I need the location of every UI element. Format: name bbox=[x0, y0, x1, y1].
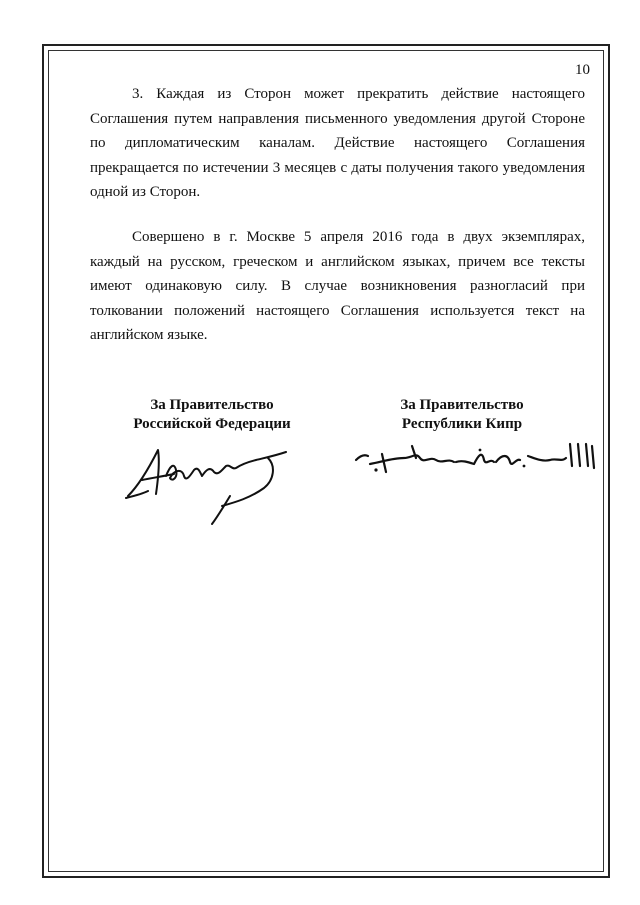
signatory-cyprus-line2: Республики Кипр bbox=[401, 416, 523, 432]
signatory-russia bbox=[112, 396, 312, 434]
signatory-russia-line1: За Правительство bbox=[150, 397, 274, 413]
signatory-russia-line2: Российской Федерации bbox=[133, 416, 291, 432]
signature-cyprus bbox=[352, 436, 602, 480]
paragraph-done-at: Совершено в г. Москве 5 апреля 2016 года в двух экземплярах, каждый на русском, греческом и английском языках, причем все тексты имеют одинаковую силу. В случае возникновения разногласий при толковании положений настоящего Соглашения используется текст на английском языке. bbox=[90, 229, 585, 343]
signature-russia bbox=[118, 436, 298, 526]
signatory-cyprus-line1: За Правительство bbox=[400, 397, 524, 413]
page-number: 10 bbox=[575, 62, 590, 78]
paragraph-termination: 3. Каждая из Сторон может прекратить действие настоящего Соглашения путем направления письменного уведомления другой Стороне по дипломатическим каналам. Действие настоящего Соглашения прекращается по истечении 3 месяцев с даты получения такого уведомления одной из Сторон. bbox=[90, 86, 585, 200]
signatory-cyprus bbox=[362, 396, 562, 434]
